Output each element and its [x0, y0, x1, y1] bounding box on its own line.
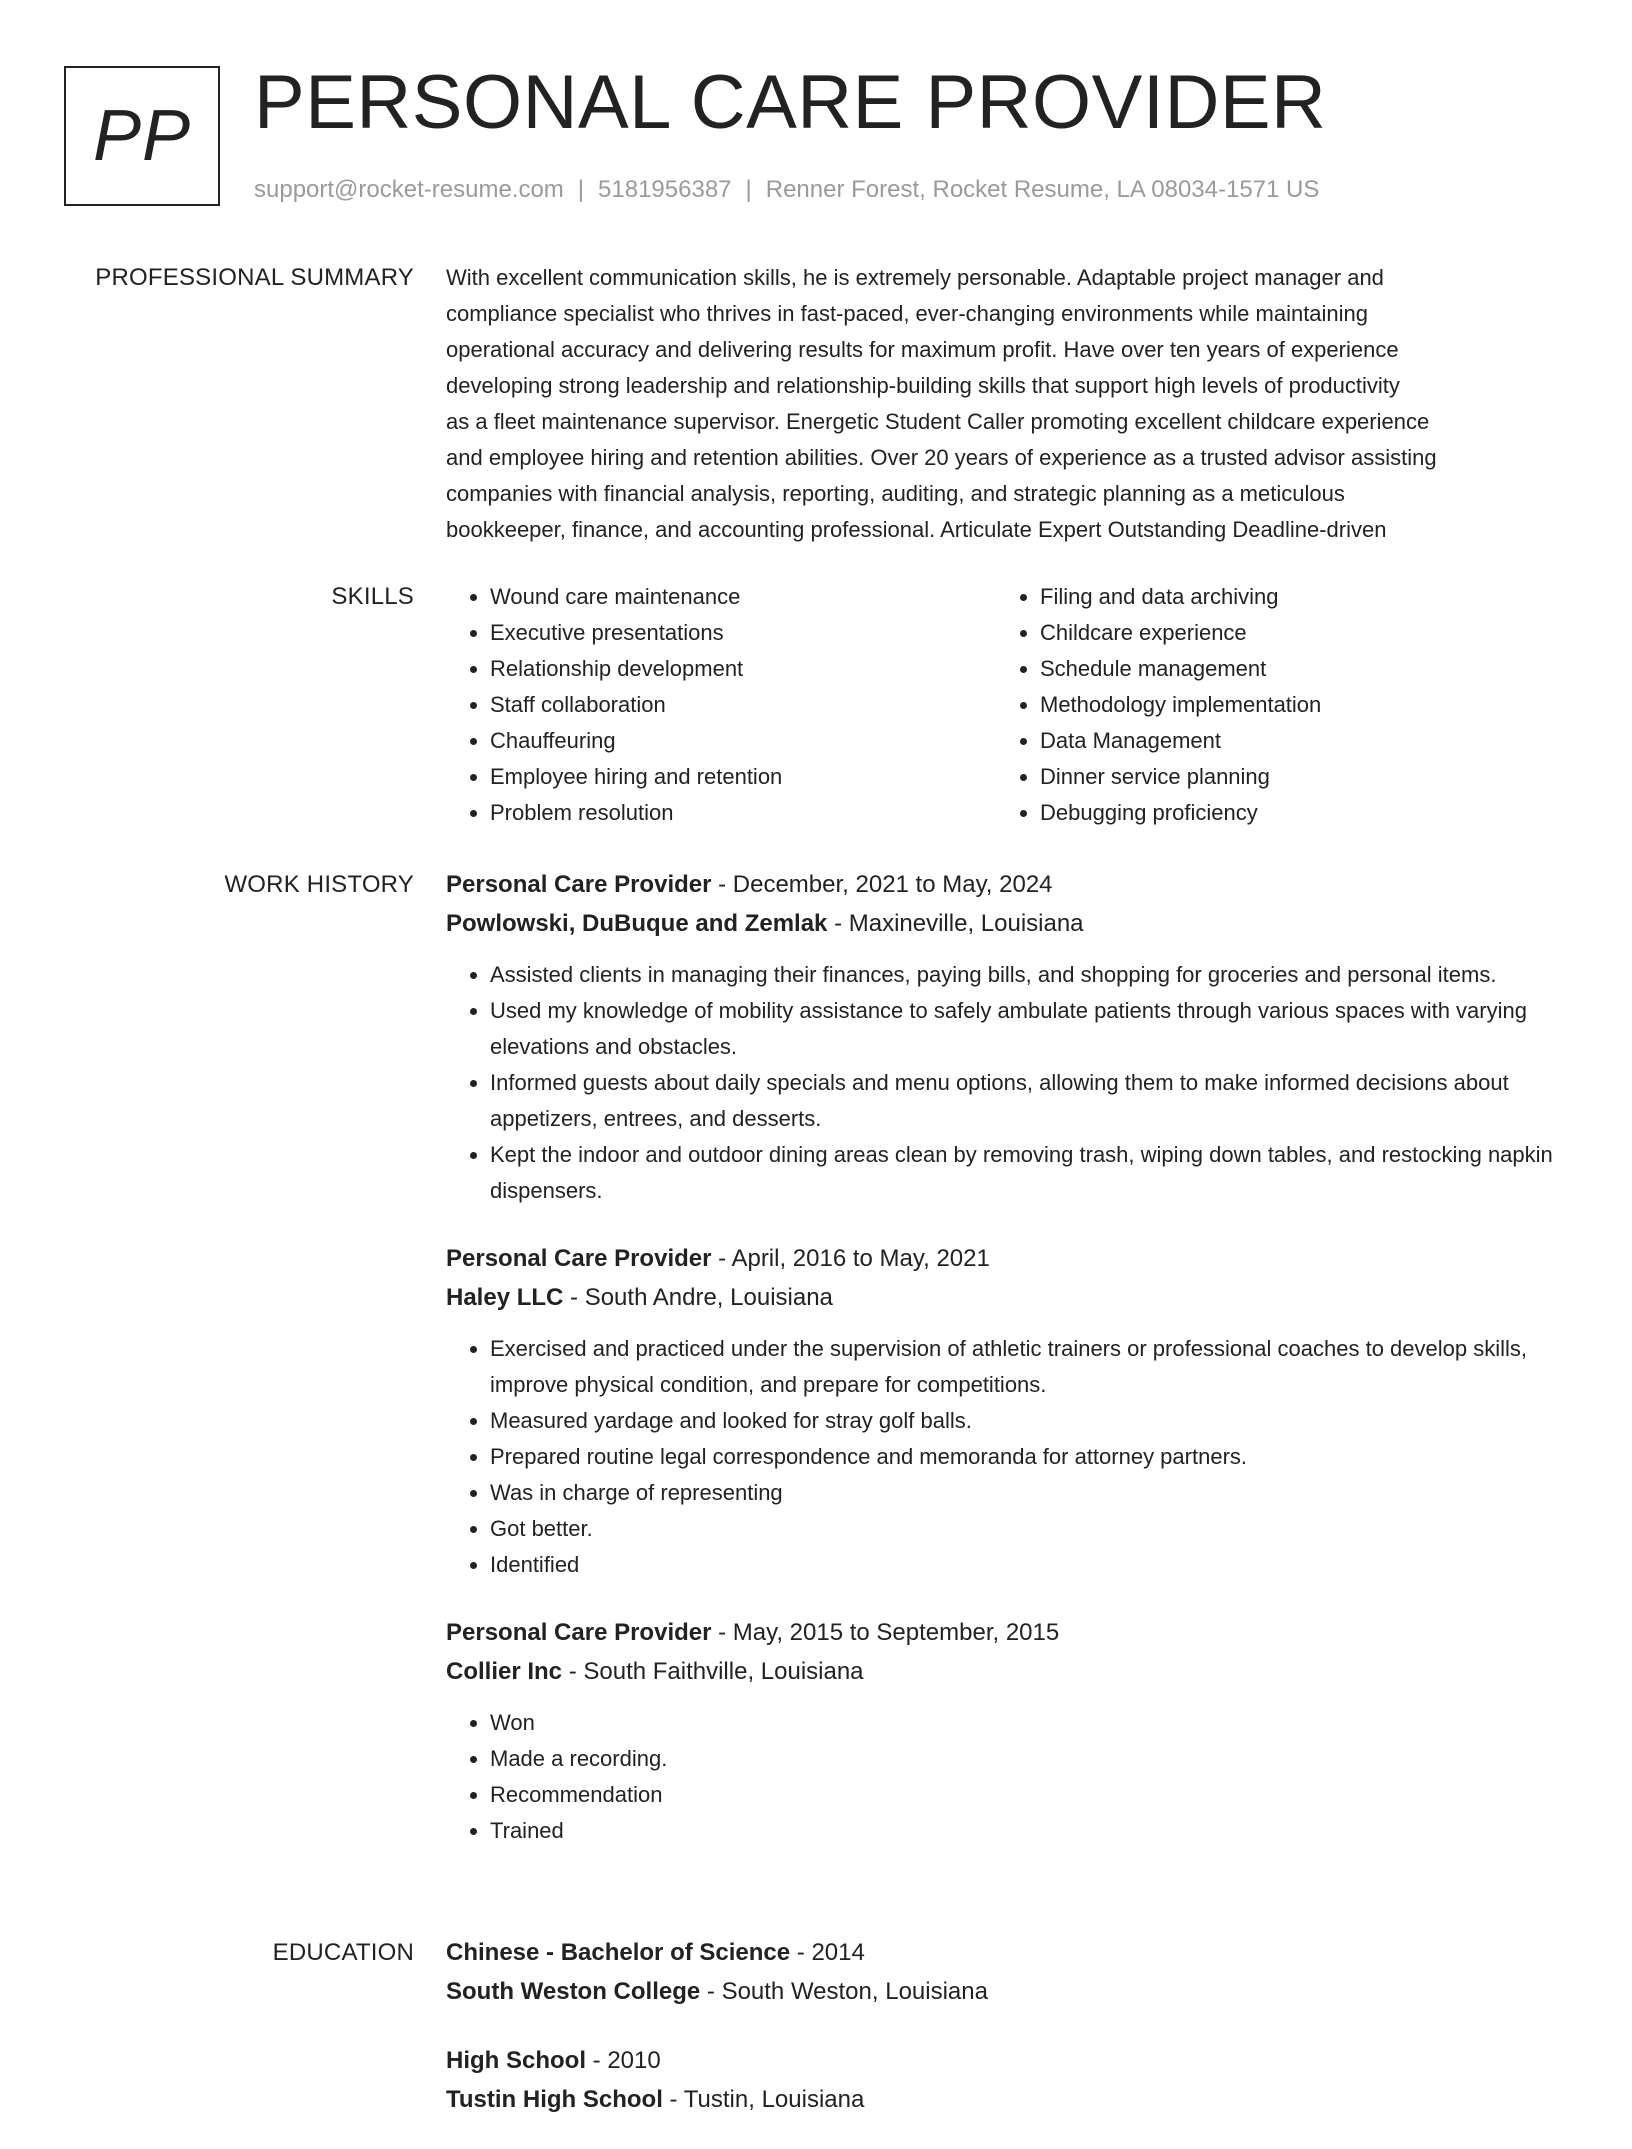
job-bullet: • Assisted clients in managing their finances, paying bills, and shopping for groceries and personal items. — [490, 957, 1566, 993]
job-bullet: • Prepared routine legal correspondence and memoranda for attorney partners. — [490, 1439, 1566, 1475]
job-company: Haley LLC — [446, 1284, 564, 1311]
job-entry — [446, 1239, 1566, 1583]
job-bullet: • Won — [490, 1705, 1566, 1741]
skill-item: • Methodology implementation — [1040, 687, 1546, 723]
education-school-line — [446, 2080, 1566, 2119]
skill-item: • Dinner service planning — [1040, 759, 1546, 795]
job-dates: - December, 2021 to May, 2024 — [711, 871, 1053, 898]
job-title-line — [446, 865, 1566, 904]
job-bullets — [446, 1705, 1566, 1849]
job-company: Powlowski, DuBuque and Zemlak — [446, 910, 828, 937]
education-degree-line — [446, 1933, 1566, 1972]
job-location: - Maxineville, Louisiana — [827, 910, 1084, 937]
skills-list-left — [446, 579, 996, 831]
job-entry — [446, 865, 1566, 1209]
education-location: - South Weston, Louisiana — [700, 1978, 988, 2005]
education-degree: Chinese - Bachelor of Science — [446, 1939, 791, 1966]
contact-separator: | — [577, 176, 585, 203]
education-degree: High School — [446, 2047, 586, 2074]
job-bullet: • Recommendation — [490, 1777, 1566, 1813]
summary-line: operational accuracy and delivering results for maximum profit. Have over ten years of experience — [446, 337, 1399, 362]
job-entry — [446, 1613, 1566, 1849]
job-company: Collier Inc — [446, 1658, 563, 1685]
education-entry — [446, 1933, 1566, 2011]
job-bullet: • Used my knowledge of mobility assistance to safely ambulate patients through various spaces with varying elevations and obstacles. — [490, 993, 1566, 1065]
job-title: Personal Care Provider — [446, 1245, 712, 1272]
skill-item: • Chauffeuring — [490, 723, 996, 759]
education-body — [446, 1933, 1566, 2149]
skill-item: • Executive presentations — [490, 615, 996, 651]
skill-item: • Schedule management — [1040, 651, 1546, 687]
skills-columns — [446, 579, 1566, 831]
monogram-initials: PP — [92, 96, 192, 176]
education-location: - Tustin, Louisiana — [662, 2086, 865, 2113]
summary-line: compliance specialist who thrives in fast-paced, ever-changing environments while maintaining — [446, 301, 1369, 326]
job-bullets — [446, 957, 1566, 1209]
summary-line: and employee hiring and retention abilities. Over 20 years of experience as a trusted advisor assisting — [446, 445, 1437, 470]
summary-line: bookkeeper, finance, and accounting professional. Articulate Expert Outstanding Deadline-driven — [446, 517, 1387, 542]
resume-title: PERSONAL CARE PROVIDER — [254, 60, 1327, 145]
job-title: Personal Care Provider — [446, 1619, 712, 1646]
work-body — [446, 865, 1566, 1879]
summary-body — [446, 260, 1566, 548]
skill-item: • Employee hiring and retention — [490, 759, 996, 795]
skill-item: • Relationship development — [490, 651, 996, 687]
contact-separator: | — [745, 176, 752, 203]
education-year: - 2014 — [790, 1939, 865, 1966]
job-location: - South Faithville, Louisiana — [562, 1658, 864, 1685]
job-bullet: • Identified — [490, 1547, 1566, 1583]
skills-list-right — [996, 579, 1546, 831]
job-bullet: • Made a recording. — [490, 1741, 1566, 1777]
job-title-line — [446, 1613, 1566, 1652]
education-school: Tustin High School — [446, 2086, 663, 2113]
skill-item: • Debugging proficiency — [1040, 795, 1546, 831]
education-school: South Weston College — [446, 1978, 701, 2005]
contact-address: Renner Forest, Rocket Resume, LA 08034-1571 US — [765, 176, 1320, 203]
section-label-summary: PROFESSIONAL SUMMARY — [95, 264, 414, 291]
skill-item: • Problem resolution — [490, 795, 996, 831]
contact-line — [254, 174, 1319, 206]
job-title: Personal Care Provider — [446, 871, 712, 898]
summary-line: companies with financial analysis, reporting, auditing, and strategic planning as a meticulous — [446, 481, 1345, 506]
monogram-box — [64, 66, 220, 206]
job-bullets — [446, 1331, 1566, 1583]
education-entry — [446, 2041, 1566, 2119]
skill-item: • Data Management — [1040, 723, 1546, 759]
skill-item: • Filing and data archiving — [1040, 579, 1546, 615]
job-bullet: • Exercised and practiced under the supervision of athletic trainers or professional coaches to develop skills, improve physical condition, and prepare for competitions. — [490, 1331, 1566, 1403]
job-company-line — [446, 1652, 1566, 1691]
section-label-work: WORK HISTORY — [224, 871, 414, 898]
section-label-skills: SKILLS — [331, 583, 414, 610]
education-year: - 2010 — [586, 2047, 661, 2074]
job-company-line — [446, 1278, 1566, 1317]
education-degree-line — [446, 2041, 1566, 2080]
job-bullet: • Measured yardage and looked for stray golf balls. — [490, 1403, 1566, 1439]
skill-item: • Childcare experience — [1040, 615, 1546, 651]
contact-email[interactable]: support@rocket-resume.com — [254, 176, 564, 203]
job-company-line — [446, 904, 1566, 943]
summary-line: developing strong leadership and relationship-building skills that support high levels of productivity — [446, 373, 1400, 398]
job-bullet: • Kept the indoor and outdoor dining areas clean by removing trash, wiping down tables, and restocking napkin dispensers. — [490, 1137, 1566, 1209]
section-label-education: EDUCATION — [272, 1939, 414, 1966]
job-bullet: • Trained — [490, 1813, 1566, 1849]
skill-item: • Wound care maintenance — [490, 579, 996, 615]
contact-phone[interactable]: 5181956387 — [598, 176, 732, 203]
skill-item: • Staff collaboration — [490, 687, 996, 723]
job-bullet: • Was in charge of representing — [490, 1475, 1566, 1511]
job-title-line — [446, 1239, 1566, 1278]
job-bullet: • Got better. — [490, 1511, 1566, 1547]
job-dates: - May, 2015 to September, 2015 — [711, 1619, 1060, 1646]
job-location: - South Andre, Louisiana — [563, 1284, 833, 1311]
job-bullet: • Informed guests about daily specials and menu options, allowing them to make informed decisions about appetizers, entrees, and desserts. — [490, 1065, 1566, 1137]
summary-text — [446, 260, 1566, 548]
summary-line: as a fleet maintenance supervisor. Energetic Student Caller promoting excellent childcare experience — [446, 409, 1430, 434]
summary-line: With excellent communication skills, he is extremely personable. Adaptable project manager and — [446, 265, 1384, 290]
job-dates: - April, 2016 to May, 2021 — [711, 1245, 990, 1272]
education-school-line — [446, 1972, 1566, 2011]
